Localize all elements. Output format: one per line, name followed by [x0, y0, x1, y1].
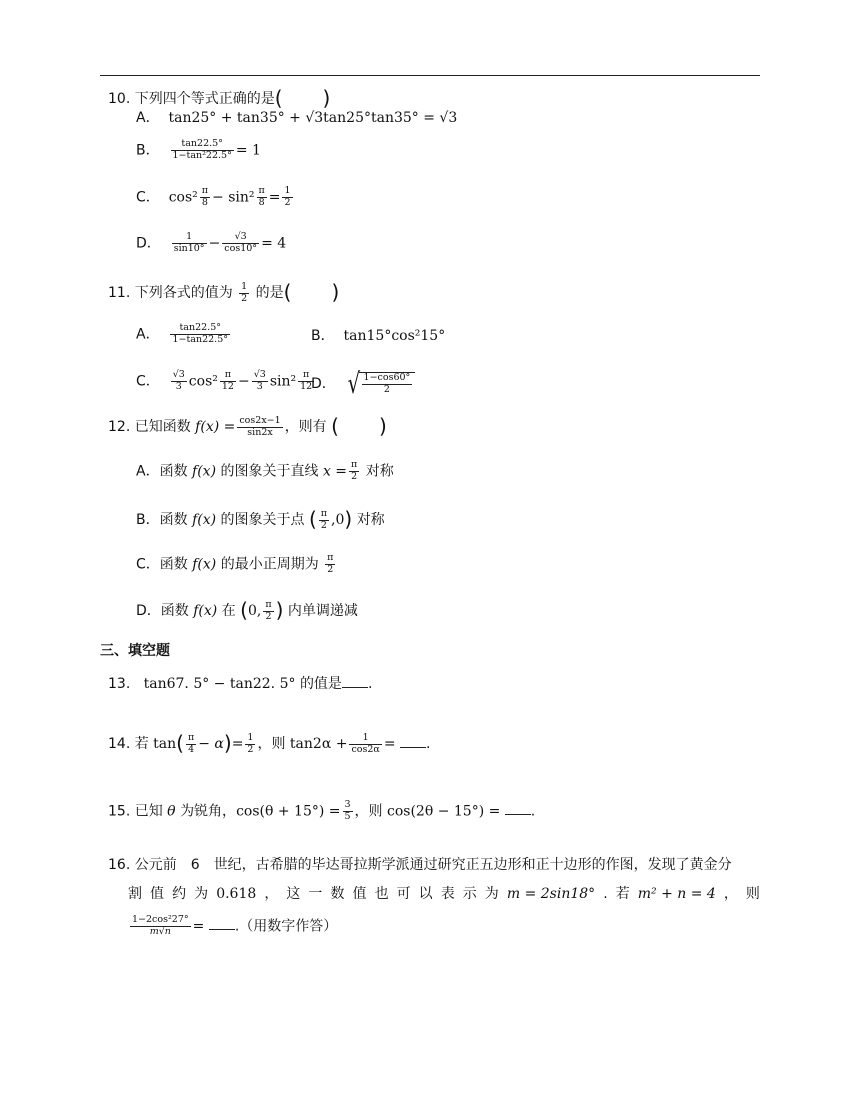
word: 数	[330, 886, 345, 902]
word: 值	[150, 886, 165, 902]
question-11-option-a: A． $\frac{\tan 22.5^\circ}{1-\tan 22.5^\circ}$	[136, 322, 228, 345]
word: .	[603, 886, 608, 902]
word: 约	[172, 886, 187, 902]
question-16-line-3: $\frac{\text{1−2cos²27°}}{m√n}$ = .（用数字作答）	[132, 914, 338, 937]
question-10-stem: 10. 下列四个等式正确的是( )	[108, 86, 331, 110]
question-14: 14. 若 tan( $\frac{\pi}{4}$ − α)= $\frac{1}{2}$ ，则 tan2α + $\frac{1}{\cos 2\alpha}$ = .	[108, 731, 431, 755]
word: ，	[264, 886, 279, 902]
question-12-stem: 12. 已知函数 f(x) = $\frac{\cos 2x-1}{\sin 2x}$ ，则有 ( )	[108, 414, 387, 438]
answer-blank[interactable]	[505, 802, 531, 815]
word: 这	[286, 886, 301, 902]
word: 一	[308, 886, 323, 902]
question-10-option-d: D． $\frac{1}{\sin 10^\circ}$ − $\frac{√3}{\cos 10^\circ}$ = 4	[136, 231, 287, 254]
answer-blank[interactable]	[209, 917, 235, 930]
question-12-option-b: B．函数 f(x) 的图象关于点 ( $\frac{\pi}{2}$ ,0) 对称	[136, 507, 385, 531]
section-heading: 三、填空题	[100, 643, 170, 659]
word: 以	[418, 886, 433, 902]
word: 则	[745, 886, 760, 902]
question-12-option-d: D．函数 f(x) 在 (0, $\frac{\pi}{2}$ ) 内单调递减	[136, 598, 358, 622]
word: 0.618	[216, 886, 257, 902]
word: 也	[374, 886, 389, 902]
question-10-option-c: C． cos² $\frac{\pi}{8}$ − sin² $\frac{\pi}{8}$ = $\frac{1}{2}$	[136, 185, 291, 208]
word: 为	[194, 886, 209, 902]
word: 值	[352, 886, 367, 902]
word: 若	[615, 886, 630, 902]
question-16-line-2	[128, 886, 760, 903]
word: 割	[128, 886, 142, 902]
question-11-stem: 11. 下列各式的值为 $\frac{1}{2}$ 的是( )	[108, 280, 340, 304]
word: 示	[462, 886, 477, 902]
question-11-option-b: B． tan15°cos²15°	[311, 328, 446, 344]
question-10-option-a: A． tan25° + tan35° + √3tan25°tan35° = √3	[136, 110, 458, 126]
word: m = 2sin18°	[506, 886, 596, 902]
question-16-line-1: 16. 公元前 6 世纪，古希腊的毕达哥拉斯学派通过研究正五边形和正十边形的作图，发现了黄金分	[108, 857, 732, 873]
word: 为	[484, 886, 499, 902]
question-12-option-a: A．函数 f(x) 的图象关于直线 x = $\frac{\pi}{2}$ 对称	[136, 459, 394, 482]
question-11-option-c: C． $\frac{√3}{3}$ cos² $\frac{\pi}{12}$ − $\frac{√3}{3}$ sin² $\frac{\pi}{12}$	[136, 369, 313, 392]
answer-blank[interactable]	[400, 735, 426, 748]
word: m² + n = 4	[637, 886, 716, 902]
question-10-option-b: B． $\frac{\tan 22.5^\circ}{\text{1−tan²22.5°}}$ = 1	[136, 138, 261, 161]
question-11-option-d: D． √ $\frac{1-\cos 60^\circ}{2}$	[311, 367, 415, 401]
answer-blank[interactable]	[342, 675, 368, 688]
word: ，	[723, 886, 738, 902]
word: 表	[440, 886, 455, 902]
word: 可	[396, 886, 411, 902]
question-13: 13. tan67. 5° − tan22. 5° 的值是 .	[108, 676, 373, 692]
question-12-option-c: C．函数 f(x) 的最小正周期为 $\frac{\pi}{2}$	[136, 552, 334, 575]
top-rule	[100, 75, 760, 76]
question-15: 15. 已知 θ 为锐角，cos(θ + 15°) = $\frac{3}{5}$ ，则 cos(2θ − 15°) = .	[108, 799, 536, 822]
